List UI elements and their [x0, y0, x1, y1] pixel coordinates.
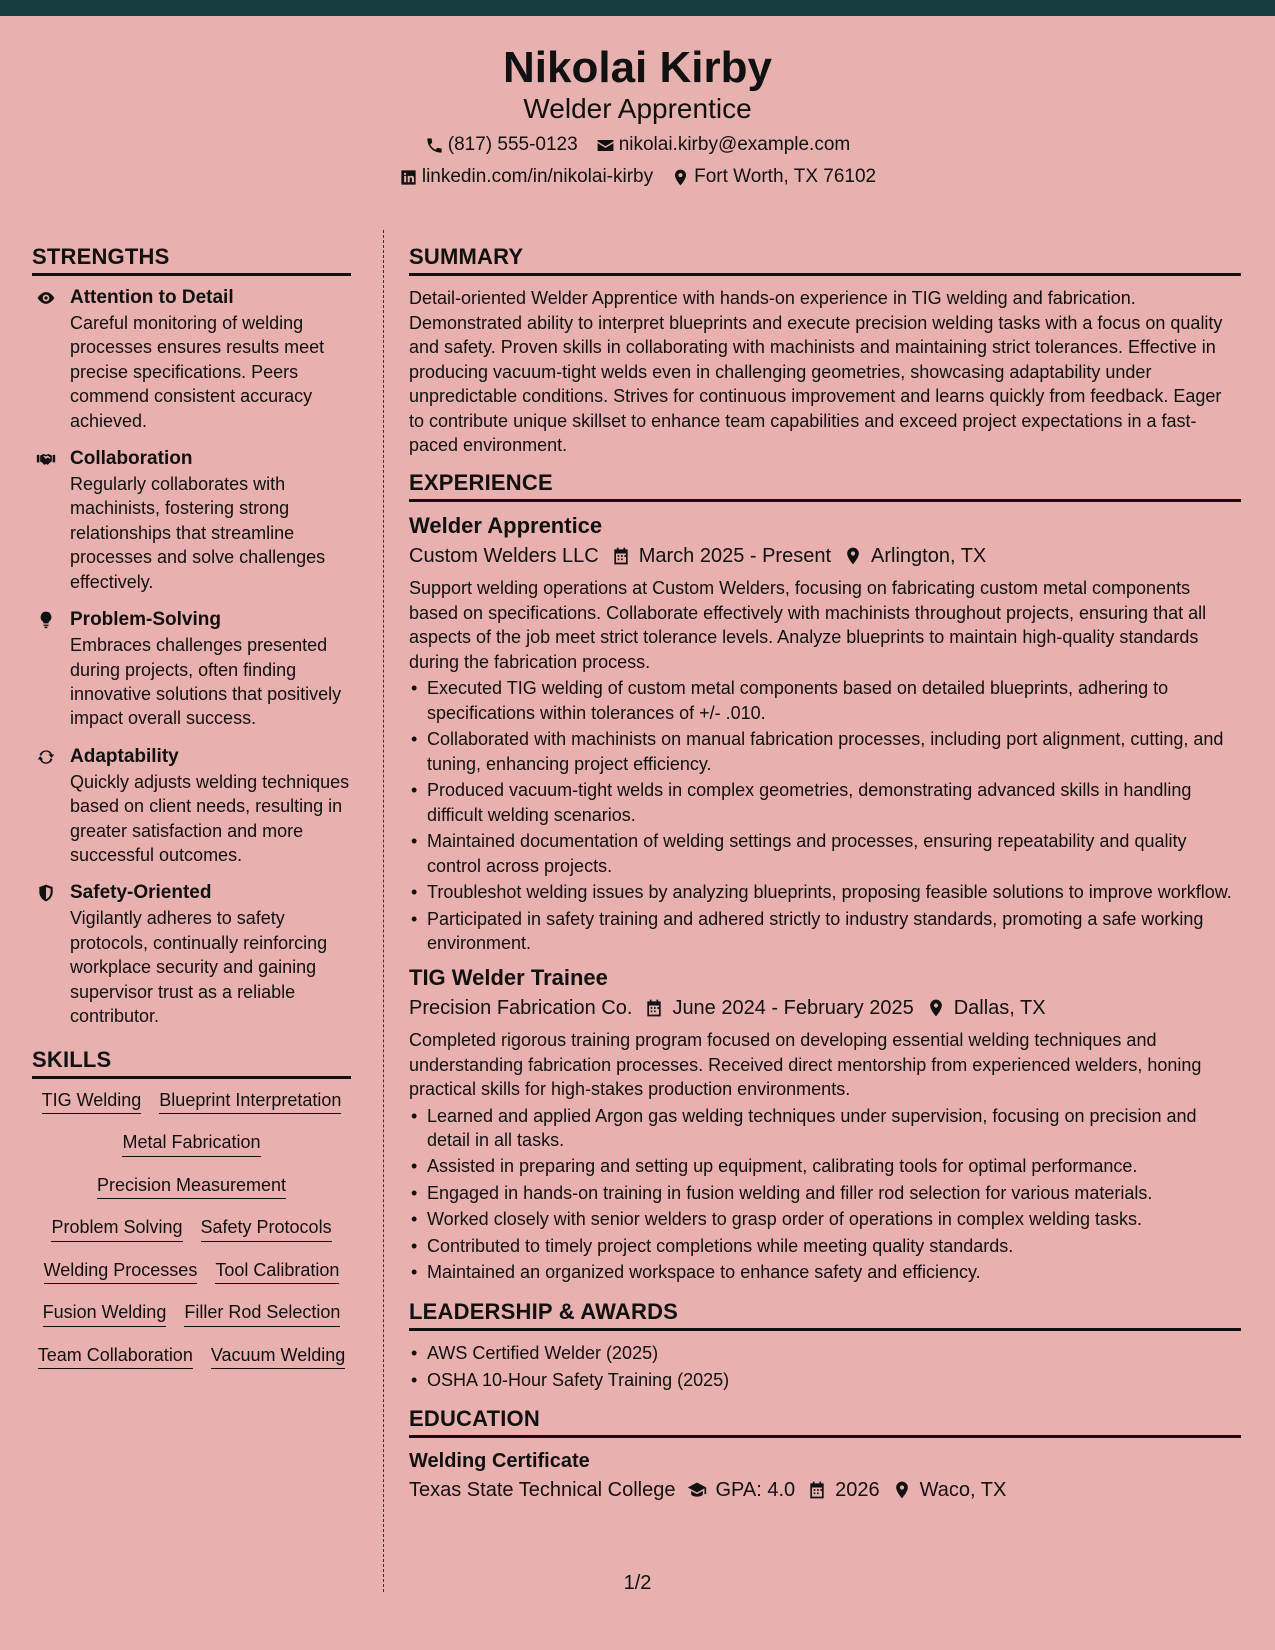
handshake-icon — [35, 449, 57, 469]
job-bullet: • Maintained documentation of welding settings and processes, ensuring repeatability and quality control across projects. — [409, 829, 1241, 878]
shield-icon — [35, 883, 57, 903]
strength-item — [32, 881, 351, 1028]
job-title: Welder Apprentice — [409, 512, 603, 538]
job-bullets — [409, 676, 1241, 955]
company-name: Custom Welders LLC — [409, 545, 599, 568]
strength-title: Adaptability — [70, 745, 179, 767]
experience-heading: EXPERIENCE — [409, 470, 1241, 502]
phone-text: (817) 555-0123 — [447, 134, 578, 155]
education-year: 2026 — [835, 1479, 880, 1502]
school-name: Texas State Technical College — [409, 1479, 676, 1502]
job-entry — [409, 512, 1241, 956]
linkedin-text: linkedin.com/in/nikolai-kirby — [421, 166, 654, 187]
education-heading: EDUCATION — [409, 1406, 1241, 1438]
candidate-name: Nikolai Kirby — [503, 43, 772, 92]
job-title: TIG Welder Trainee — [409, 964, 608, 990]
strength-title: Problem-Solving — [70, 609, 221, 631]
phone-icon — [425, 136, 444, 155]
job-bullet: • Maintained an organized workspace to enhance safety and efficiency. — [409, 1260, 1241, 1284]
strength-desc: Vigilantly adheres to safety protocols, continually reinforcing workplace security and gaining supervisor trust as a reliable contributor. — [70, 908, 328, 1027]
strength-item — [32, 745, 351, 868]
job-bullets — [409, 1104, 1241, 1285]
award-item: • OSHA 10-Hour Safety Training (2025) — [409, 1368, 1241, 1392]
job-location: Arlington, TX — [871, 545, 987, 568]
location-contact — [671, 166, 876, 189]
skill-tag: Metal Fabrication — [122, 1131, 260, 1157]
job-bullet: • Troubleshot welding issues by analyzing blueprints, proposing feasible solutions to improve workflow. — [409, 880, 1241, 904]
awards-list — [409, 1341, 1241, 1392]
calendar-icon — [644, 998, 664, 1018]
page-number: 1/2 — [623, 1572, 652, 1594]
job-dates: March 2025 - Present — [638, 545, 832, 568]
job-bullet: • Executed TIG welding of custom metal components based on detailed blueprints, adhering to specifications within tolerances of +/- .010. — [409, 676, 1241, 725]
skills-list — [32, 1089, 351, 1370]
job-entry — [409, 964, 1241, 1285]
email-contact[interactable] — [596, 134, 851, 157]
candidate-title: Welder Apprentice — [523, 93, 752, 124]
envelope-icon — [596, 136, 615, 155]
strength-item — [32, 286, 351, 433]
skill-tag: Precision Measurement — [97, 1174, 286, 1200]
column-divider — [383, 230, 384, 1592]
calendar-icon — [611, 546, 631, 566]
job-meta — [409, 994, 1241, 1022]
job-dates: June 2024 - February 2025 — [672, 997, 914, 1020]
phone-contact[interactable] — [425, 134, 578, 157]
strengths-heading: STRENGTHS — [32, 244, 351, 276]
education-meta — [409, 1476, 1241, 1504]
eye-icon — [35, 288, 57, 308]
gpa: GPA: 4.0 — [715, 1479, 796, 1502]
strength-title: Collaboration — [70, 448, 193, 470]
strength-desc: Careful monitoring of welding processes ensures results meet precise specifications. Peers commend consistent accuracy achieved. — [70, 312, 325, 431]
job-bullet: • Collaborated with machinists on manual fabrication processes, including port alignment, cutting, and tuning, enhancing project efficiency. — [409, 727, 1241, 776]
map-marker-icon — [843, 546, 863, 566]
top-bar — [0, 0, 1275, 16]
education-degree: Welding Certificate — [409, 1450, 590, 1473]
job-location: Dallas, TX — [953, 997, 1046, 1020]
job-description: Support welding operations at Custom Welders, focusing on fabricating custom metal components based on specifications. Collaborate effectively with machinists throughout projects, ensuring that all aspects of the job meet strict tolerance levels. Analyze blueprints to maintain high-quality standards during the fabrication process. — [409, 578, 1207, 672]
map-marker-icon — [926, 998, 946, 1018]
strength-item — [32, 447, 351, 594]
skill-tag: Problem Solving — [51, 1216, 182, 1242]
job-description: Completed rigorous training program focused on developing essential welding techniques and understanding fabrication processes. Received direct mentorship from experienced welders, honing practical skills for high-stakes production environments. — [409, 1030, 1202, 1100]
sync-icon — [35, 747, 57, 767]
linkedin-icon — [399, 168, 418, 187]
contact-row-2 — [0, 166, 1275, 189]
job-bullet: • Contributed to timely project completions while meeting quality standards. — [409, 1234, 1241, 1258]
strength-desc: Regularly collaborates with machinists, fostering strong relationships that streamline processes and solve challenges effectively. — [70, 474, 326, 592]
awards-heading: LEADERSHIP & AWARDS — [409, 1299, 1241, 1331]
skill-tag: Vacuum Welding — [211, 1344, 345, 1370]
map-marker-icon — [892, 1480, 912, 1500]
job-bullet: • Engaged in hands-on training in fusion welding and filler rod selection for various materials. — [409, 1181, 1241, 1205]
skill-tag: Blueprint Interpretation — [159, 1089, 341, 1115]
skills-heading: SKILLS — [32, 1047, 351, 1079]
skill-tag: TIG Welding — [42, 1089, 142, 1115]
lightbulb-icon — [35, 610, 57, 630]
map-marker-icon — [671, 168, 690, 187]
calendar-icon — [807, 1480, 827, 1500]
linkedin-contact[interactable] — [399, 166, 653, 189]
company-name: Precision Fabrication Co. — [409, 997, 633, 1020]
summary-text: Detail-oriented Welder Apprentice with hands-on experience in TIG welding and fabrication. Demonstrated ability to interpret blueprints and execute precision welding tasks with a focus on quality and safety. Proven skills in collaborating with machinists and maintaining strict tolerances. Effective in producing vacuum-tight welds even in challenging geometries, showcasing adaptability under unpredictable conditions. Strives for continuous improvement and learns quickly from feedback. Eager to contribute unique skillset to enhance team capabilities and exceed project expectations in a fast-paced environment. — [409, 288, 1223, 456]
strength-desc: Quickly adjusts welding techniques based on client needs, resulting in greater satisfaction and more successful outcomes. — [70, 771, 350, 866]
contact-row — [0, 134, 1275, 157]
job-bullet: • Learned and applied Argon gas welding techniques under supervision, focusing on precision and detail in all tasks. — [409, 1104, 1241, 1153]
job-bullet: • Participated in safety training and adhered strictly to industry standards, promoting a safe working environment. — [409, 907, 1241, 956]
graduation-cap-icon — [687, 1480, 707, 1500]
skill-tag: Welding Processes — [44, 1259, 198, 1285]
skill-tag: Filler Rod Selection — [184, 1301, 340, 1327]
strength-item — [32, 608, 351, 731]
strength-title: Safety-Oriented — [70, 882, 212, 904]
location-text: Fort Worth, TX 76102 — [694, 166, 877, 187]
right-column — [409, 244, 1241, 1510]
skill-tag: Tool Calibration — [215, 1259, 339, 1285]
resume-header — [0, 16, 1275, 204]
strength-desc: Embraces challenges presented during projects, often finding innovative solutions that positively impact overall success. — [70, 635, 342, 729]
left-column — [32, 244, 351, 1369]
skill-tag: Fusion Welding — [43, 1301, 167, 1327]
skill-tag: Safety Protocols — [201, 1216, 332, 1242]
skill-tag: Team Collaboration — [38, 1344, 193, 1370]
education-location: Waco, TX — [919, 1479, 1007, 1502]
job-meta — [409, 542, 1241, 570]
job-bullet: • Assisted in preparing and setting up equipment, calibrating tools for optimal performance. — [409, 1154, 1241, 1178]
strength-title: Attention to Detail — [70, 287, 234, 309]
job-bullet: • Produced vacuum-tight welds in complex geometries, demonstrating advanced skills in handling difficult welding scenarios. — [409, 778, 1241, 827]
summary-heading: SUMMARY — [409, 244, 1241, 276]
email-text: nikolai.kirby@example.com — [618, 134, 851, 155]
award-item: • AWS Certified Welder (2025) — [409, 1341, 1241, 1365]
job-bullet: • Worked closely with senior welders to grasp order of operations in complex welding tasks. — [409, 1207, 1241, 1231]
